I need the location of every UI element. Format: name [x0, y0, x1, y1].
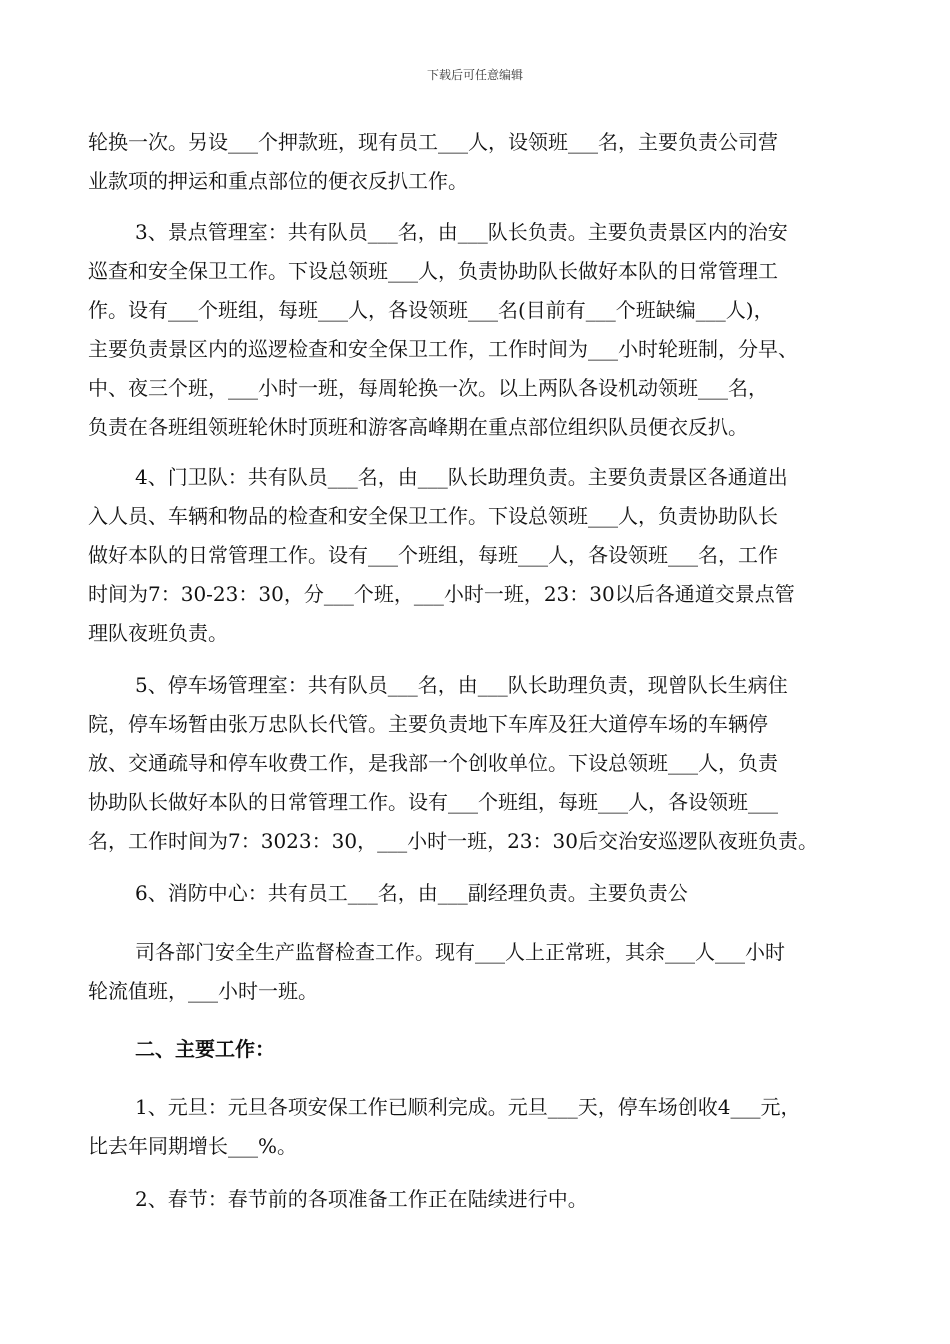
paragraph-line: 协助队长做好本队的日常管理工作。设有___个班组，每班___人，各设领班___: [88, 790, 778, 814]
paragraph-line: 轮流值班，___小时一班。: [88, 979, 318, 1003]
paragraph-line: 3、景点管理室：共有队员___名，由___队长负责。主要负责景区内的治安: [135, 220, 788, 244]
paragraph-line: 负责在各班组领班轮休时顶班和游客高峰期在重点部位组织队员便衣反扒。: [88, 415, 748, 439]
paragraph-line: 中、夜三个班，___小时一班，每周轮换一次。以上两队各设机动领班___名，: [88, 376, 768, 400]
paragraph-line: 院，停车场暂由张万忠队长代管。主要负责地下车库及狂大道停车场的车辆停: [88, 712, 768, 736]
paragraph-line: 4、门卫队：共有队员___名，由___队长助理负责。主要负责景区各通道出: [135, 465, 788, 489]
paragraph-parking-management: [88, 666, 878, 861]
paragraph-line: 时间为7：30-23：30，分___个班，___小时一班，23：30以后各通道交景点管: [88, 582, 795, 606]
paragraph-line: 入人员、车辆和物品的检查和安全保卫工作。下设总领班___人，负责协助队长: [88, 504, 778, 528]
paragraph-scenic-management: [88, 213, 878, 447]
section-heading-main-work: [88, 1030, 878, 1069]
paragraph-line: 轮换一次。另设___个押款班，现有员工___人，设领班___名，主要负责公司营: [88, 130, 778, 154]
paragraph-line: 业款项的押运和重点部位的便衣反扒工作。: [88, 169, 468, 193]
paragraph-fire-center: [88, 874, 878, 913]
paragraph-line: 2、春节：春节前的各项准备工作正在陆续进行中。: [135, 1187, 588, 1211]
paragraph-spring-festival: [88, 1180, 878, 1219]
paragraph-line: 名，工作时间为7：3023：30，___小时一班，23：30后交治安巡逻队夜班负责。: [88, 829, 818, 853]
page-header: 下载后可任意编辑: [426, 68, 523, 82]
paragraph-line: 理队夜班负责。: [88, 621, 228, 645]
paragraph-gate-guard: [88, 458, 878, 653]
paragraph-line: 主要负责景区内的巡逻检查和安全保卫工作，工作时间为___小时轮班制，分早、: [88, 337, 798, 361]
paragraph-line: 比去年同期增长___%。: [88, 1134, 298, 1158]
paragraph-line: 放、交通疏导和停车收费工作，是我部一个创收单位。下设总领班___人，负责: [88, 751, 778, 775]
paragraph-line: 5、停车场管理室：共有队员___名，由___队长助理负责，现曾队长生病住: [135, 673, 788, 697]
paragraph-new-year: [88, 1088, 878, 1166]
paragraph-line: 巡查和安全保卫工作。下设总领班___人，负责协助队长做好本队的日常管理工: [88, 259, 778, 283]
paragraph-shift-rotation: [88, 123, 878, 201]
paragraph-line: 司各部门安全生产监督检查工作。现有___人上正常班，其余___人___小时: [135, 940, 785, 964]
paragraph-line: 做好本队的日常管理工作。设有___个班组，每班___人，各设领班___名，工作: [88, 543, 778, 567]
paragraph-line: 1、元旦：元旦各项安保工作已顺利完成。元旦___天，停车场创收4___元，: [135, 1095, 801, 1119]
heading-text: 二、主要工作：: [135, 1037, 275, 1061]
paragraph-line: 作。设有___个班组，每班___人，各设领班___名(目前有___个班缺编___人)，: [88, 298, 774, 322]
paragraph-line: 6、消防中心：共有员工___名，由___副经理负责。主要负责公: [135, 881, 688, 905]
paragraph-fire-center-continued: [88, 933, 878, 1011]
